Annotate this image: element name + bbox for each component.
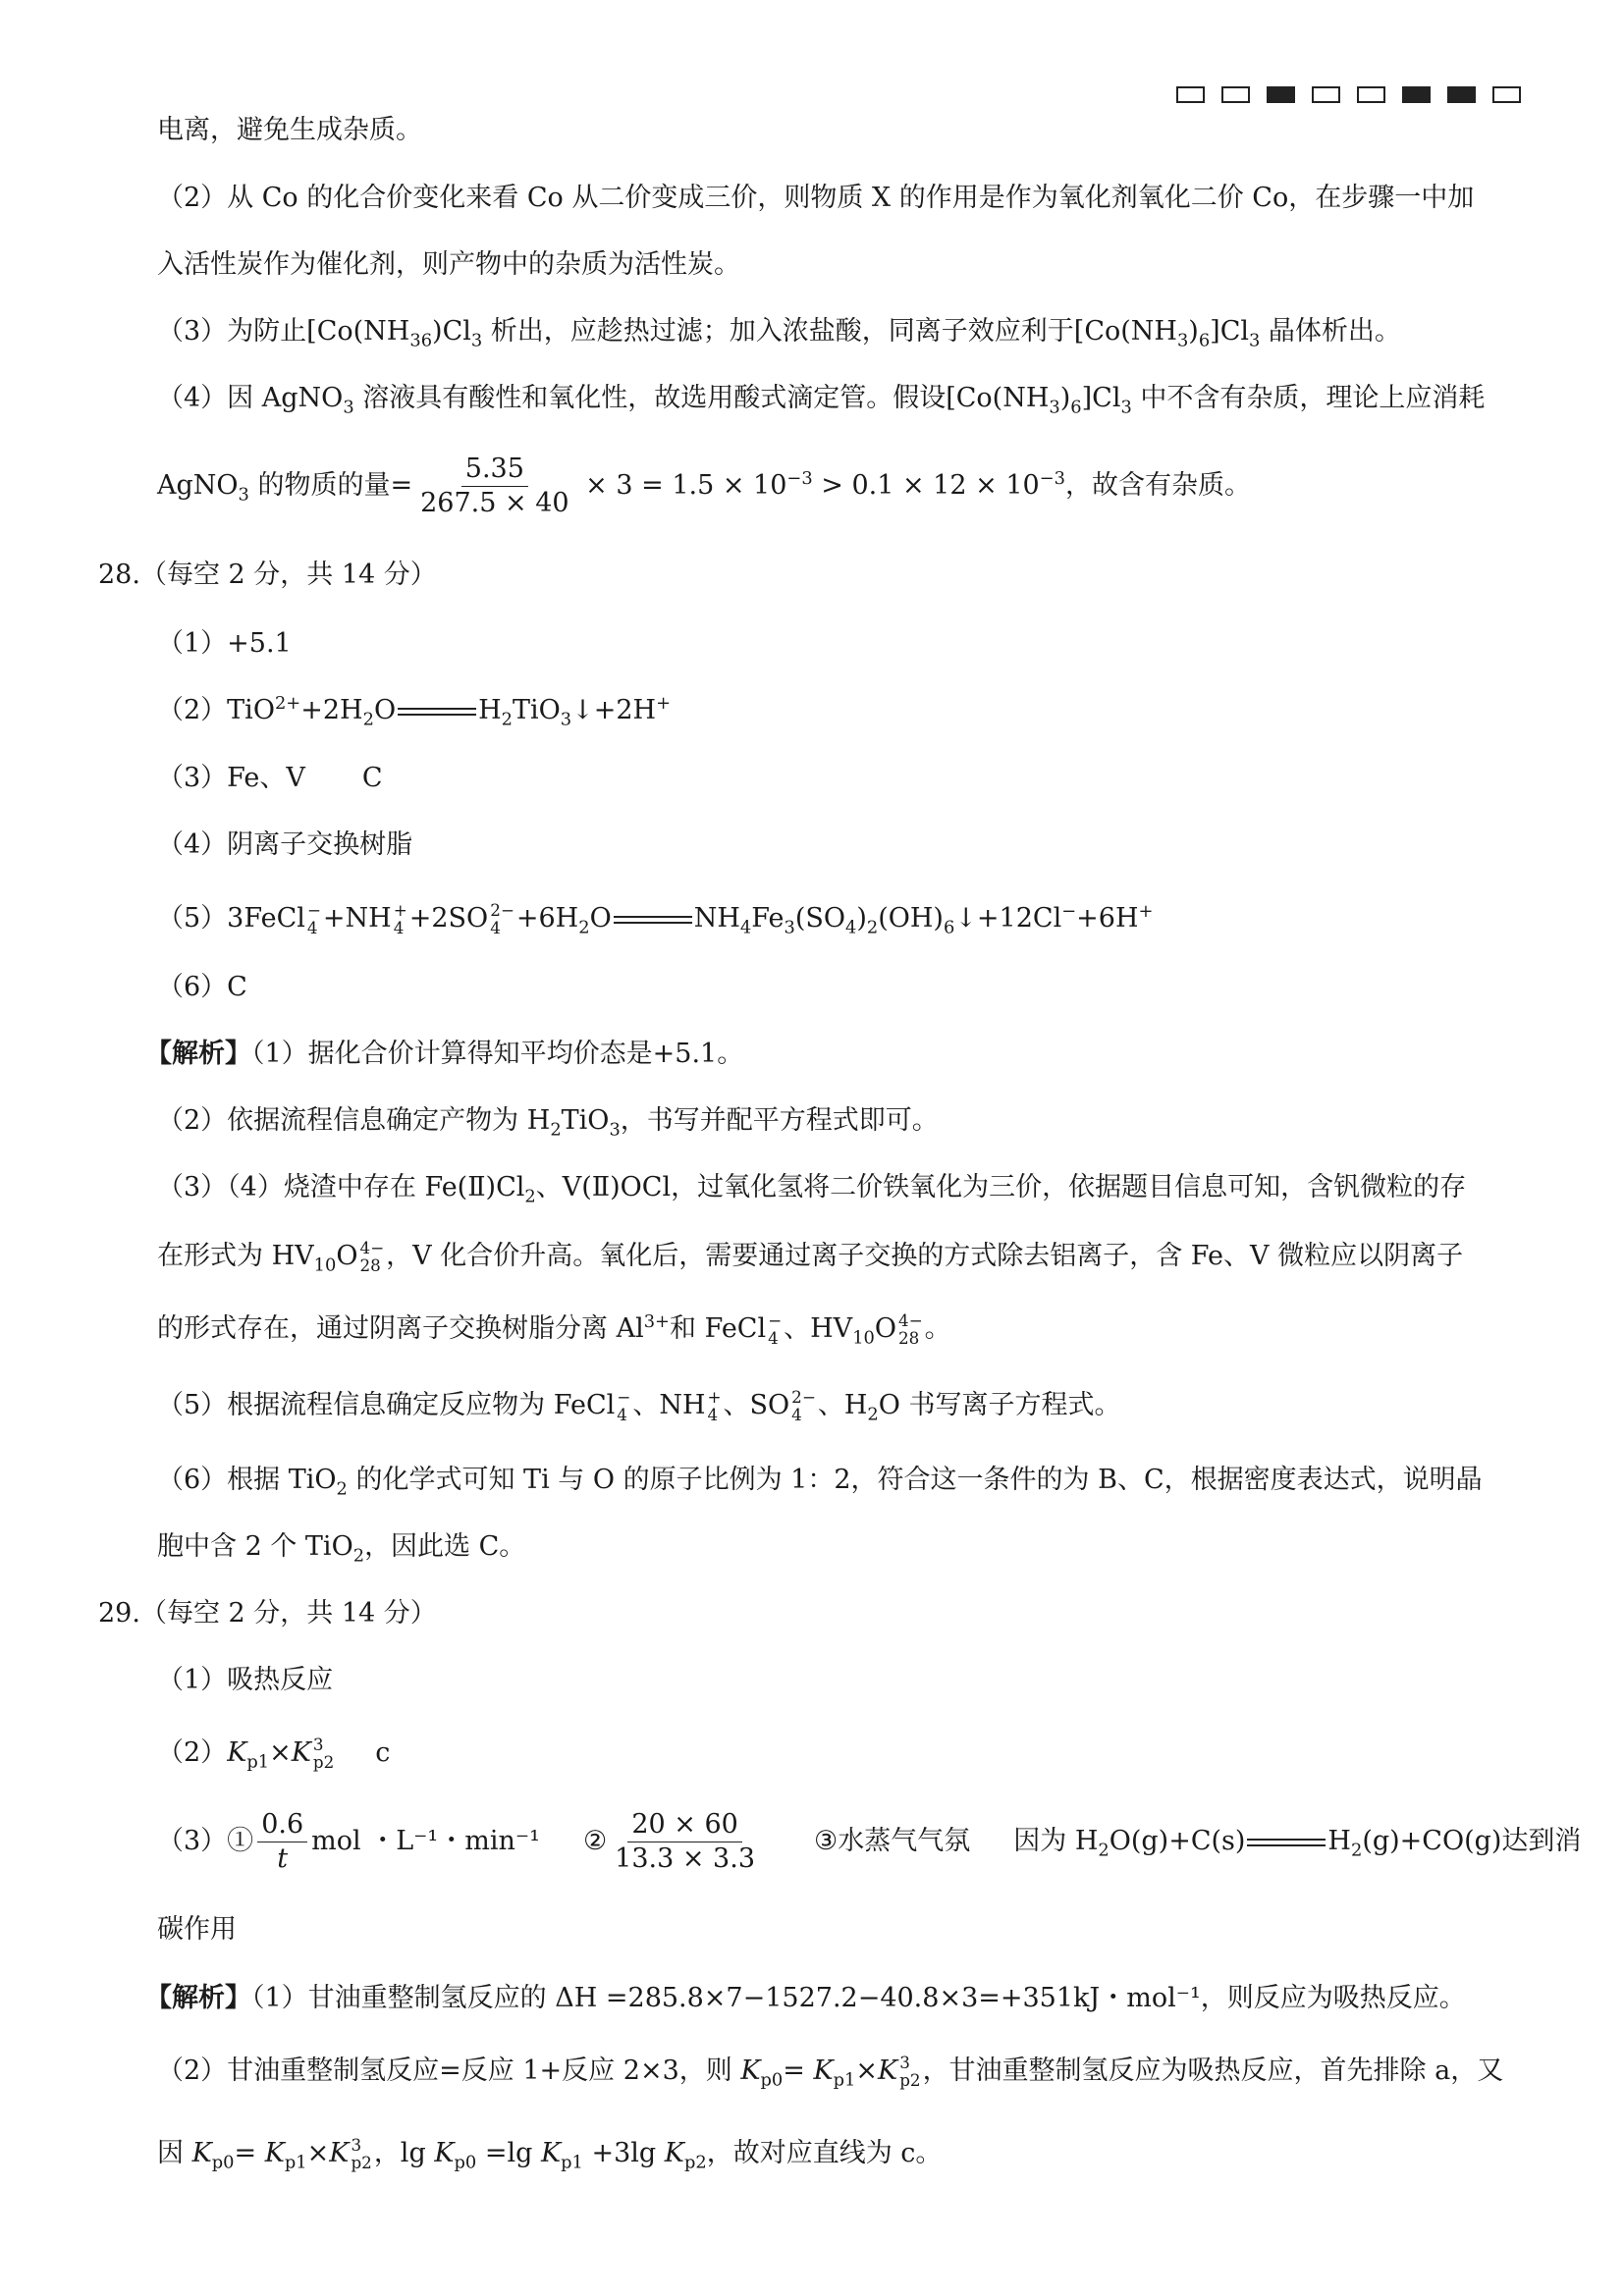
header-mark-3 xyxy=(1267,86,1295,103)
q28-analysis-34-line2: 在形式为 $HV_{10}O$ 4− 28 ，V 化合价升高。氧化后，需要通过离子交换的方式除去铝离子，含 Fe、V 微粒应以阴离子 xyxy=(157,1237,1464,1276)
q27-continuation-line xyxy=(157,113,1536,148)
header-mark-2 xyxy=(1221,86,1250,103)
q29-a3-cont-text: 碳作用 xyxy=(157,1914,237,1945)
q27-part2-text-cont: 入活性炭作为催化剂，则产物中的杂质为活性炭。 xyxy=(157,249,740,280)
q28-a2-text-a: （2）TiO xyxy=(157,695,275,725)
q28-a5-text-j: ↓+12Cl xyxy=(954,903,1062,934)
q28-analysis-1 xyxy=(145,1037,1536,1072)
fraction-denominator xyxy=(273,1842,292,1876)
q28-a2-text-d: H xyxy=(478,695,502,725)
analysis-label: 【解析】 xyxy=(145,1039,251,1069)
q27-part3-line: （3）为防止[$Co(NH_{36})Cl_3$ 析出，应趁热过滤；加入浓盐酸，同离子效应利于$[Co(NH_3)_6]Cl_3$ 晶体析出。 xyxy=(157,316,1401,351)
q28-a2-text-f: ↓+2H xyxy=(571,695,657,725)
q29-a1-text: （1）吸热反应 xyxy=(157,1665,334,1695)
q29-analysis-2c-b: ，故对应直线为 c。 xyxy=(706,2138,943,2168)
q28-analysis-6-d: ，因此选 C。 xyxy=(364,1531,526,1562)
q28-analysis-3-a: （3）（4）烧渣中存在 Fe(Ⅱ)Cl xyxy=(157,1172,525,1202)
q27-text: 电离，避免生成杂质。 xyxy=(157,115,422,145)
q29-analysis-1-text: （1）甘油重整制氢反应的 ΔH =285.8×7−1527.2−40.8×3=+351kJ・mol⁻¹，则反应为吸热反应。 xyxy=(251,1983,1466,2013)
q29-a3-text-b: ② xyxy=(582,1826,608,1856)
q29-analysis-2-line2: 因 $K_{p0}= K_{p1}\times K$ 3 p2 ，$\lg K_{p0} =\lg$ $K_{p1} +3\lg$ $K_{p2}$，故对应直线为 c。 xyxy=(157,2134,943,2173)
q28-analysis-3-j: 。 xyxy=(924,1313,951,1344)
q29-a2-answer: c xyxy=(375,1737,391,1768)
header-marks xyxy=(1176,86,1521,103)
q28-analysis-3-h: 、HV xyxy=(784,1313,853,1344)
q28-analysis-5-a: （5）根据流程信息确定反应物为 FeCl xyxy=(157,1390,616,1420)
q29-a3-reason-c: H xyxy=(1327,1826,1351,1856)
q29-heading-text: 29.（每空 2 分，共 14 分） xyxy=(98,1598,437,1629)
q28-analysis-2-c: ，书写并配平方程式即可。 xyxy=(620,1105,939,1136)
q27-part4-line1: （4）因 AgNO$_3$ 溶液具有酸性和氧化性，故选用酸式滴定管。假设$[Co(NH_3)_6]Cl_3$ 中不含有杂质，理论上应消耗 xyxy=(157,383,1486,418)
q28-analysis-3-g: 和 FeCl xyxy=(669,1313,767,1344)
q29-a3-unit: mol ・L⁻¹・min⁻¹ xyxy=(311,1826,540,1856)
q28-analysis-5-e: O 书写离子方程式。 xyxy=(878,1390,1121,1420)
q29-a3-fraction-1 xyxy=(257,1808,307,1876)
q28-analysis-3-c: 在形式为 HV xyxy=(157,1241,314,1271)
q29-answer-2: $(2)K_{p1}\times K$ 3 p2 c xyxy=(157,1734,391,1773)
q28-analysis-5: （5）根据流程信息确定反应物为 FeCl − 4 、NH + 4 、SO 2− 4 、$H_2O$ 书写离子方程式。 xyxy=(157,1386,1121,1425)
q28-a6-text: （6）C xyxy=(157,972,247,1002)
q27-part3-text-c: 析出，应趁热过滤；加入浓盐酸，同离子效应利于[Co(NH xyxy=(482,316,1177,347)
header-mark-7 xyxy=(1447,86,1476,103)
q28-analysis-3-f: 的形式存在，通过阴离子交换树脂分离 Al xyxy=(157,1313,644,1344)
q29-answer-3-cont xyxy=(157,1912,1536,1948)
q27-part4-expr-a: × 3 = 1.5 × 10 xyxy=(576,470,787,501)
q28-analysis-5-b: 、NH xyxy=(632,1390,706,1420)
q28-analysis-3-i: O xyxy=(874,1313,896,1344)
q27-part3-text-d: 晶体析出。 xyxy=(1260,316,1401,347)
q27-part3-text-b: )Cl xyxy=(432,316,471,347)
q28-a5-text-k: +6H xyxy=(1076,903,1139,934)
q28-a2-text-e: TiO xyxy=(512,695,561,725)
fraction-denominator-var: t xyxy=(277,1843,289,1874)
q28-answer-5: （5）3FeCl − 4 +NH + 4 +2SO 2− 4 $+6H_2O$ $NH_4Fe_3(SO_4)_2(OH)_6↓+12Cl^-+6H^+$ xyxy=(157,899,1154,938)
q28-answer-3 xyxy=(157,761,1536,796)
q28-analysis-34-line3: 的形式存在，通过阴离子交换树脂分离 $Al^{3+}$和 FeCl − 4 、$HV_{10}O$ 4− 28 。 xyxy=(157,1309,951,1349)
q28-analysis-6-line2: 胞中含 2 个 TiO$_2$，因此选 C。 xyxy=(157,1531,526,1567)
q29-a3-reason-b: O(g)+C(s) xyxy=(1109,1826,1246,1856)
q29-a3-text-c: ③水蒸气气氛 xyxy=(814,1826,971,1856)
q28-a5-text-c: +2SO xyxy=(408,903,489,934)
q28-analysis-1-text: （1）据化合价计算得知平均价态是+5.1。 xyxy=(251,1039,744,1069)
q29-analysis-2c-a: 因 xyxy=(157,2138,192,2168)
header-mark-5 xyxy=(1357,86,1385,103)
q28-analysis-5-c: 、SO xyxy=(723,1390,790,1420)
q28-answer-1-text: （1）+5.1 xyxy=(157,628,292,659)
q28-analysis-2-a: （2）依据流程信息确定产物为 H xyxy=(157,1105,551,1136)
q28-analysis-6-line1: （6）根据 TiO$_2$ 的化学式可知 Ti 与 O 的原子比例为 1：2，符合这一条件的为 B、C，根据密度表达式，说明晶 xyxy=(157,1465,1483,1500)
q29-analysis-2-b: ，甘油重整制氢反应为吸热反应，首先排除 a，又 xyxy=(922,2056,1504,2086)
q27-part4-expr-b: > 0.1 × 12 × 10 xyxy=(812,470,1040,501)
q29-heading xyxy=(98,1596,1536,1631)
q28-heading-text: 28.（每空 2 分，共 14 分） xyxy=(98,560,437,590)
q27-part2-line1 xyxy=(157,181,1536,216)
q27-part4-text-c: 中不含有杂质，理论上应消耗 xyxy=(1131,383,1486,413)
q28-a5-text-a: （5）3FeCl xyxy=(157,903,305,934)
fraction-denominator: 13.3 × 3.3 xyxy=(615,1843,756,1874)
equals-sign xyxy=(398,708,476,716)
q27-part4-amount-label: 的物质的量= xyxy=(248,470,413,501)
q28-analysis-3-e: ，V 化合价升高。氧化后，需要通过离子交换的方式除去铝离子，含 Fe、V 微粒应以阴离子 xyxy=(386,1241,1464,1271)
fraction-numerator: 0.6 xyxy=(257,1808,307,1842)
q28-a2-text-b: +2H xyxy=(300,695,363,725)
header-mark-6 xyxy=(1402,86,1431,103)
q28-analysis-2-b: TiO xyxy=(561,1105,610,1136)
q29-a3-reason-a: 因为 H xyxy=(1013,1826,1099,1856)
q28-a5-text-h: (SO xyxy=(794,903,845,934)
q28-a4-text: （4）阴离子交换树脂 xyxy=(157,829,413,860)
q27-part4-fraction xyxy=(416,453,572,520)
q28-a5-text-b: +NH xyxy=(322,903,392,934)
q29-a3-fraction-2 xyxy=(611,1808,759,1876)
q28-analysis-6-a: （6）根据 TiO xyxy=(157,1465,337,1495)
q27-fraction-numerator: 5.35 xyxy=(461,453,528,487)
q28-a5-text-d: +6H xyxy=(515,903,579,934)
q27-part4-text-a: （4）因 AgNO xyxy=(157,383,344,413)
equals-sign xyxy=(614,916,692,924)
q28-a2-text-c: O xyxy=(373,695,397,725)
q28-analysis-3-d: O xyxy=(336,1241,358,1271)
q28-analysis-34-line1: （3）（4）烧渣中存在 $Fe(Ⅱ)Cl_2$、V(Ⅱ)OCl，过氧化氢将二价铁氧化为三价，依据题目信息可知，含钒微粒的存 xyxy=(157,1172,1467,1207)
equals-sign xyxy=(1247,1839,1326,1846)
q27-fraction-denominator: 267.5 × 40 xyxy=(420,488,569,518)
q29-analysis-2-line1: （2）甘油重整制氢反应=反应 1+反应 2×3，则 $K_{p0}= K_{p1}\times K$ 3 p2 ，甘油重整制氢反应为吸热反应，首先排除 a，又 xyxy=(157,2052,1504,2091)
q29-answer-3: （3）① $\frac{0.6}{t}$ mol ・L⁻¹・min⁻¹ ② $\frac{20 \times 60}{13.3 \times 3.3}$ ③水蒸气气氛 因为 $H_2O(g)+C(s)$ $H_2(g)+CO(g)$达到消 xyxy=(157,1809,1582,1874)
header-mark-4 xyxy=(1312,86,1340,103)
q29-a3-reason-d: (g)+CO(g)达到消 xyxy=(1362,1826,1582,1856)
analysis-label: 【解析】 xyxy=(145,1983,251,2013)
q29-a3-text-a: （3）① xyxy=(157,1826,254,1856)
header-mark-1 xyxy=(1176,86,1205,103)
q28-a3-text: （3）Fe、V xyxy=(157,763,305,793)
q29-a2-text: （2） xyxy=(157,1737,228,1768)
q27-part4-agno3: AgNO xyxy=(157,470,239,501)
q29-answer-1 xyxy=(157,1663,1536,1698)
q27-part2-text: （2）从 Co 的化合价变化来看 Co 从二价变成三价，则物质 X 的作用是作为氧化剂氧化二价 Co，在步骤一中加 xyxy=(157,183,1475,213)
q28-answer-2: $(2)TiO^{2+}+2H_2O$ $H_2TiO_3↓+2H^+$ xyxy=(157,693,672,730)
q29-analysis-1 xyxy=(145,1981,1536,2016)
q28-analysis-3-b: 、V(Ⅱ)OCl，过氧化氢将二价铁氧化为三价，依据题目信息可知，含钒微粒的存 xyxy=(535,1172,1467,1202)
q28-answer-6 xyxy=(157,970,1536,1005)
q28-analysis-5-d: 、H xyxy=(817,1390,868,1420)
q27-part2-line2 xyxy=(157,247,1536,283)
q28-analysis-2: （2）依据流程信息确定产物为 $H_2TiO_3$，书写并配平方程式即可。 xyxy=(157,1105,939,1141)
q28-a5-text-e: O xyxy=(589,903,612,934)
q28-a3-text-b: C xyxy=(361,763,383,793)
q28-analysis-6-b: 的化学式可知 Ti 与 O 的原子比例为 1：2，符合这一条件的为 B、C，根据密度表达式，说明晶 xyxy=(347,1465,1483,1495)
q28-a5-text-g: Fe xyxy=(751,903,785,934)
q27-part4-conclusion: ，故含有杂质。 xyxy=(1064,470,1251,501)
header-mark-8 xyxy=(1492,86,1521,103)
fraction-numerator: 20 × 60 xyxy=(627,1808,742,1842)
q27-part4-line2: AgNO$_3$ 的物质的量= $\frac{5.35}{267.5 \times 40}$ × $3 = 1.5 \times 10^{-3} > 0.1 \times 12 \times 10^{-3}$，故含有杂质。 xyxy=(157,454,1251,518)
q28-a5-text-f: NH xyxy=(693,903,740,934)
q28-a5-text-i: (OH) xyxy=(878,903,944,934)
q29-analysis-2-a: （2）甘油重整制氢反应=反应 1+反应 2×3，则 xyxy=(157,2056,741,2086)
q28-answer-1 xyxy=(157,626,1536,662)
q27-part4-text-b: 溶液具有酸性和氧化性，故选用酸式滴定管。假设[Co(NH xyxy=(353,383,1050,413)
q28-answer-4 xyxy=(157,828,1536,863)
q27-part3-text-a: （3）为防止[Co(NH xyxy=(157,316,410,347)
q28-heading xyxy=(98,558,1536,593)
q28-analysis-6-c: 胞中含 2 个 TiO xyxy=(157,1531,353,1562)
